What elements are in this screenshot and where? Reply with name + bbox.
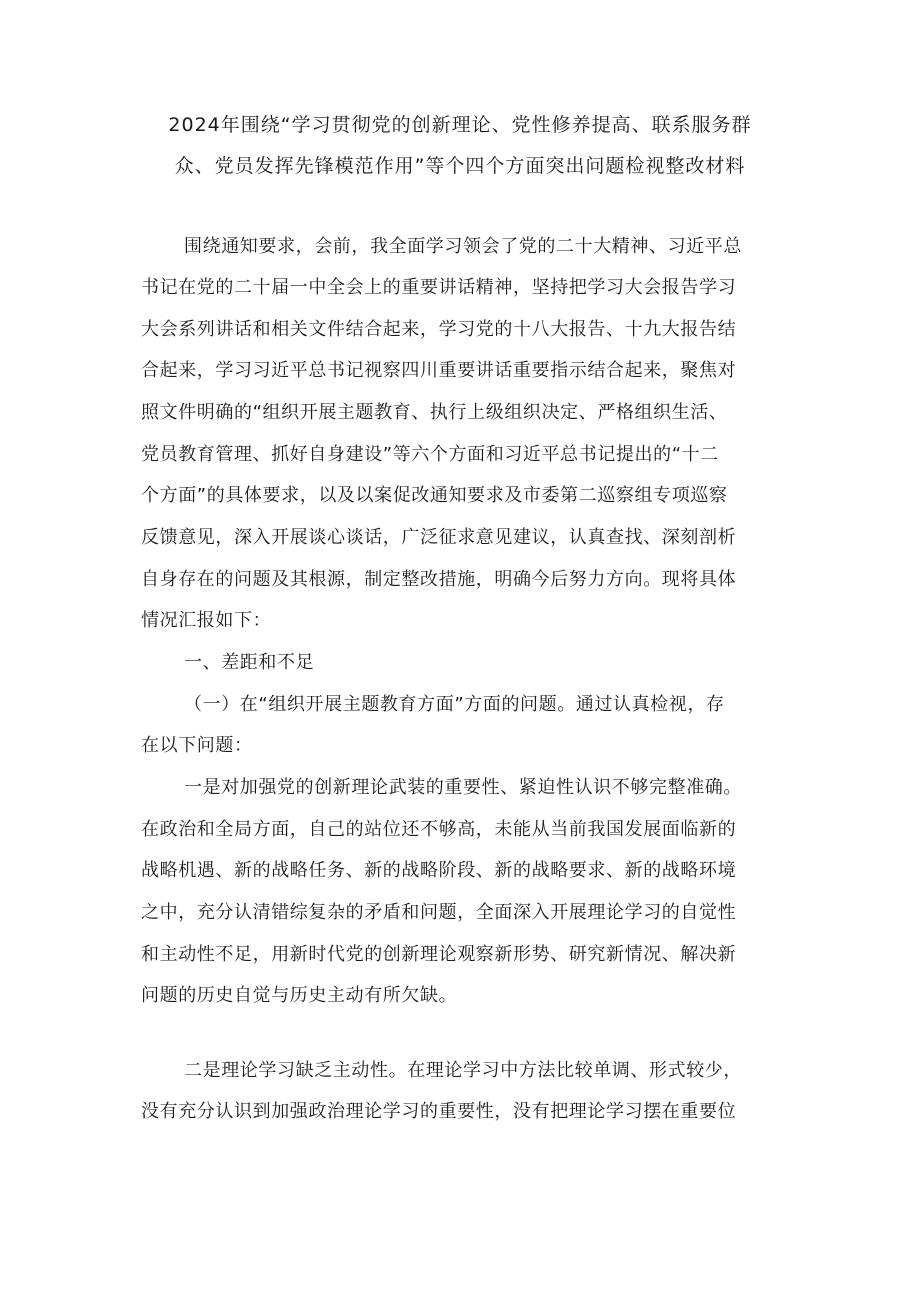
point-one-line: 一是对加强党的创新理论武装的重要性、紧迫性认识不够完整准确。: [184, 777, 742, 798]
intro-paragraph-line: 大会系列讲话和相关文件结合起来，学习党的十八大报告、十九大报告结: [141, 319, 737, 340]
point-one-line: 在政治和全局方面，自己的站位还不够高，未能从当前我国发展面临新的: [141, 819, 737, 840]
document-title-line-1: 2024年围绕“学习贯彻党的创新理论、党性修养提高、联系服务群: [168, 114, 752, 136]
subsection-heading-line: （一）在“组织开展主题教育方面”方面的问题。通过认真检视，存: [184, 694, 725, 715]
intro-paragraph-line: 个方面”的具体要求，以及以案促改通知要求及市委第二巡察组专项巡察: [141, 485, 728, 506]
intro-paragraph-line: 书记在党的二十届一中全会上的重要讲话精神，坚持把学习大会报告学习: [141, 277, 737, 298]
document-title-line-2: 众、党员发挥先锋模范作用”等个四个方面突出问题检视整改材料: [174, 155, 746, 177]
section-heading: 一、差距和不足: [184, 652, 315, 673]
intro-paragraph-line: 反馈意见，深入开展谈心谈话，广泛征求意见建议，认真查找、深刻剖析: [141, 527, 737, 548]
intro-paragraph-line: 党员教育管理、抓好自身建设”等六个方面和习近平总书记提出的“十二: [141, 444, 719, 465]
subsection-heading-line: 在以下问题：: [141, 735, 253, 756]
intro-paragraph-line: 围绕通知要求，会前，我全面学习领会了党的二十大精神、习近平总: [184, 236, 742, 257]
point-two-line: 没有充分认识到加强政治理论学习的重要性，没有把理论学习摆在重要位: [141, 1101, 737, 1122]
point-one-line: 之中，充分认清错综复杂的矛盾和问题，全面深入开展理论学习的自觉性: [141, 902, 737, 923]
intro-paragraph-line: 合起来，学习习近平总书记视察四川重要讲话重要指示结合起来，聚焦对: [141, 360, 737, 381]
intro-paragraph-line: 情况汇报如下：: [141, 610, 272, 631]
point-two-line: 二是理论学习缺乏主动性。在理论学习中方法比较单调、形式较少，: [184, 1060, 742, 1081]
point-one-line: 问题的历史自觉与历史主动有所欠缺。: [141, 985, 458, 1006]
point-one-line: 和主动性不足，用新时代党的创新理论观察新形势、研究新情况、解决新: [141, 944, 737, 965]
intro-paragraph-line: 自身存在的问题及其根源，制定整改措施，明确今后努力方向。现将具体: [141, 569, 737, 590]
intro-paragraph-line: 照文件明确的“组织开展主题教育、执行上级组织决定、严格组织生活、: [141, 402, 728, 423]
point-one-line: 战略机遇、新的战略任务、新的战略阶段、新的战略要求、新的战略环境: [141, 860, 737, 881]
